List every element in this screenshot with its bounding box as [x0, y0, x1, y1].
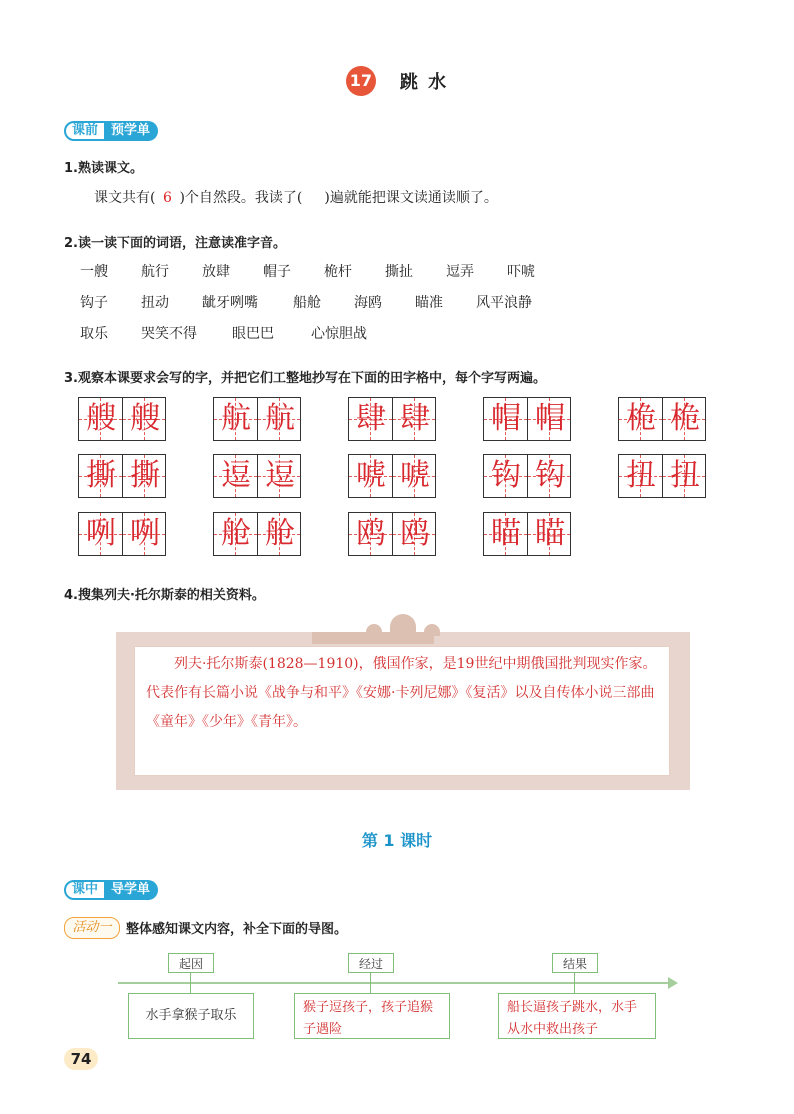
word: 帽子 [263, 264, 291, 280]
word: 钩子 [80, 295, 108, 311]
word: 桅杆 [324, 264, 352, 280]
practice-char: 艘 [86, 401, 116, 436]
word: 一艘 [80, 264, 108, 280]
q2-word-rows [80, 261, 720, 354]
tianzige-pair[interactable] [348, 454, 436, 498]
practice-char: 撕 [129, 458, 160, 493]
tianzige-cell[interactable] [214, 455, 257, 497]
practice-char: 瞄 [534, 516, 565, 551]
tianzige-cell[interactable] [484, 398, 527, 440]
word: 风平浪静 [476, 295, 532, 311]
tianzige-cell[interactable] [392, 398, 435, 440]
practice-char: 肆 [356, 401, 386, 436]
tianzige-pair[interactable] [618, 454, 706, 498]
practice-char: 鸥 [356, 516, 386, 551]
q1-title: 1.熟读课文。 [64, 161, 143, 176]
tianzige-pair[interactable] [483, 397, 571, 441]
tianzige-pair[interactable] [78, 512, 166, 556]
badge-pre-left: 课前 [64, 121, 106, 141]
tianzige-pair[interactable] [213, 512, 301, 556]
mindmap-box-cause[interactable]: 水手拿猴子取乐 [128, 993, 254, 1039]
word: 扭动 [141, 295, 169, 311]
tianzige-cell[interactable] [257, 513, 300, 555]
word: 眼巴巴 [232, 326, 274, 342]
word: 取乐 [80, 326, 108, 342]
tianzige-cell[interactable] [79, 398, 122, 440]
tianzige-cell[interactable] [349, 398, 392, 440]
practice-char: 扭 [669, 458, 700, 493]
practice-char: 咧 [129, 516, 160, 551]
practice-char: 撕 [86, 458, 116, 493]
tianzige-cell[interactable] [349, 455, 392, 497]
tianzige-pair[interactable] [213, 397, 301, 441]
practice-char: 鸥 [399, 516, 430, 551]
mindmap-label-cause: 起因 [168, 953, 214, 973]
tianzige-cell[interactable] [662, 398, 705, 440]
info-board-clip-knob [366, 624, 382, 636]
word: 船舱 [293, 295, 321, 311]
word-row [80, 261, 720, 292]
practice-char: 钩 [491, 458, 521, 493]
tianzige-pair[interactable] [78, 397, 166, 441]
practice-char: 桅 [669, 401, 700, 436]
practice-char: 肆 [399, 401, 430, 436]
badge-mid-right: 导学单 [106, 880, 158, 900]
tianzige-cell[interactable] [484, 455, 527, 497]
word-row [80, 292, 720, 323]
tianzige-cell[interactable] [257, 398, 300, 440]
q3-title: 3.观察本课要求会写的字，并把它们工整地抄写在下面的田字格中，每个字写两遍。 [64, 371, 546, 386]
tianzige-cell[interactable] [79, 455, 122, 497]
tianzige-cell[interactable] [527, 513, 570, 555]
practice-char: 航 [221, 401, 251, 436]
practice-char: 唬 [399, 458, 430, 493]
mindmap-box-process[interactable]: 猴子逗孩子，孩子追猴子遇险 [294, 993, 450, 1039]
tianzige-cell[interactable] [619, 455, 662, 497]
activity-tag: 活动一 [64, 917, 120, 939]
tianzige-cell[interactable] [619, 398, 662, 440]
tianzige-cell[interactable] [527, 455, 570, 497]
word: 撕扯 [385, 264, 413, 280]
info-board-clip-knob [424, 624, 440, 636]
badge-mid-left: 课中 [64, 880, 106, 900]
mindmap-stem [574, 973, 575, 993]
q2-title: 2.读一读下面的词语，注意读准字音。 [64, 236, 286, 251]
practice-char: 帽 [491, 401, 521, 436]
pre-study-badge [64, 121, 158, 141]
mindmap-label-result: 结果 [552, 953, 598, 973]
arrow-right-icon [668, 977, 678, 989]
tianzige-cell[interactable] [122, 513, 165, 555]
word: 海鸥 [354, 295, 382, 311]
q1-text-b: )个自然段。我读了( [179, 190, 303, 206]
practice-char: 逗 [264, 458, 295, 493]
mindmap-stem [190, 973, 191, 993]
word: 哭笑不得 [141, 326, 197, 342]
section-title: 第 1 课时 [361, 831, 433, 850]
tianzige-cell[interactable] [214, 513, 257, 555]
tianzige-cell[interactable] [484, 513, 527, 555]
practice-char: 逗 [221, 458, 251, 493]
tianzige-cell[interactable] [392, 513, 435, 555]
tianzige-pair[interactable] [213, 454, 301, 498]
practice-char: 钩 [534, 458, 565, 493]
tolstoy-info-text: 列夫·托尔斯泰(1828—1910)，俄国作家，是19世纪中期俄国批判现实作家。代表作有长篇小说《战争与和平》《安娜·卡列尼娜》《复活》以及自传体小说三部曲《童年》《少年》《青年》。 [146, 656, 657, 730]
tianzige-pair[interactable] [483, 454, 571, 498]
page-number: 74 [64, 1048, 98, 1070]
lesson-title: 跳 水 [399, 72, 449, 93]
tianzige-cell[interactable] [79, 513, 122, 555]
practice-char: 扭 [626, 458, 656, 493]
q1-answer: 6 [163, 190, 172, 206]
mindmap-label-process: 经过 [348, 953, 394, 973]
word: 瞄准 [415, 295, 443, 311]
mindmap-box-result[interactable]: 船长逼孩子跳水，水手从水中救出孩子 [498, 993, 656, 1039]
word-row [80, 323, 720, 354]
word: 航行 [141, 264, 169, 280]
word: 放肆 [202, 264, 230, 280]
q4-title: 4.搜集列夫·托尔斯泰的相关资料。 [64, 588, 265, 603]
practice-char: 帽 [534, 401, 565, 436]
tianzige-cell[interactable] [527, 398, 570, 440]
tianzige-cell[interactable] [257, 455, 300, 497]
word: 龇牙咧嘴 [202, 295, 258, 311]
mindmap-stem [370, 973, 371, 993]
practice-char: 艘 [129, 401, 160, 436]
practice-char: 桅 [626, 401, 656, 436]
tianzige-pair[interactable] [348, 512, 436, 556]
badge-pre-right: 预学单 [106, 121, 158, 141]
practice-char: 舱 [221, 516, 251, 551]
tianzige-cell[interactable] [392, 455, 435, 497]
tianzige-cell[interactable] [662, 455, 705, 497]
practice-char: 舱 [264, 516, 295, 551]
q1-line [94, 187, 498, 207]
info-board-clip-knob [390, 614, 416, 636]
word: 逗弄 [446, 264, 474, 280]
practice-char: 航 [264, 401, 295, 436]
in-class-badge [64, 880, 158, 900]
word: 吓唬 [507, 264, 535, 280]
word: 心惊胆战 [311, 326, 367, 342]
practice-char: 唬 [356, 458, 386, 493]
tianzige-cell[interactable] [122, 398, 165, 440]
practice-char: 咧 [86, 516, 116, 551]
mindmap-timeline [118, 982, 674, 984]
tianzige-pair[interactable] [483, 512, 571, 556]
tianzige-pair[interactable] [348, 397, 436, 441]
tianzige-cell[interactable] [122, 455, 165, 497]
q1-text-a: 课文共有( [94, 190, 156, 206]
tianzige-pair[interactable] [618, 397, 706, 441]
tianzige-pair[interactable] [78, 454, 166, 498]
lesson-number: 17 [346, 66, 376, 96]
q1-text-c: )遍就能把课文读通读顺了。 [324, 190, 498, 206]
tianzige-cell[interactable] [349, 513, 392, 555]
lesson-header [0, 66, 794, 96]
tianzige-cell[interactable] [214, 398, 257, 440]
activity-text: 整体感知课文内容，补全下面的导图。 [126, 922, 348, 937]
practice-char: 瞄 [491, 516, 521, 551]
